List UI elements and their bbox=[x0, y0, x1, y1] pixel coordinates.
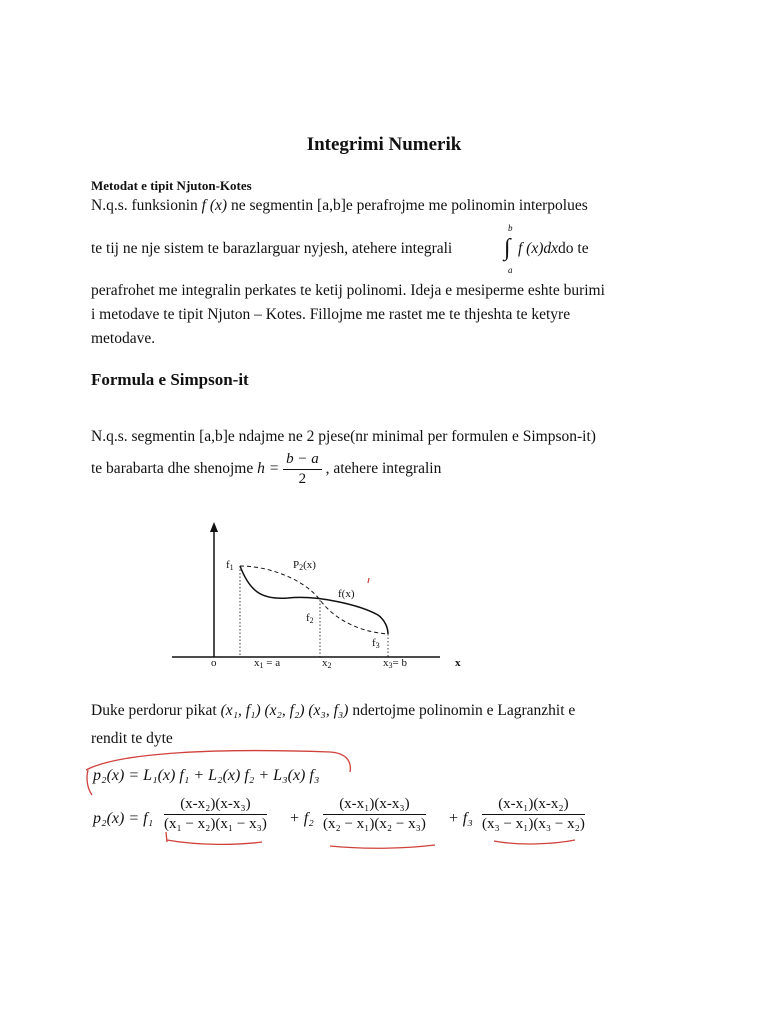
paragraph-line: N.q.s. funksionin f (x) ne segmentin [a,b]e perafrojme me polinomin interpolues bbox=[91, 197, 588, 214]
paragraph-line: te barabarta dhe shenojme h = $\frac{b - a}{2}$ , atehere integralin bbox=[91, 451, 442, 487]
section-heading-njuton-kotes: Metodat e tipit Njuton-Kotes bbox=[91, 178, 252, 193]
label-x3: $x_3= b$ bbox=[383, 657, 407, 670]
fraction-term-2: $\frac{\text{(x-x₁)(x-x₃)}}{\text{(x₂ − x₁)(x₂ − x₃)}}$ bbox=[323, 796, 426, 832]
step-fraction: $\frac{b - a}{2}$ bbox=[283, 451, 322, 488]
annotation-underline-2 bbox=[330, 845, 435, 848]
label-x1: $x_1 = a$ bbox=[254, 657, 281, 670]
label-p2: $P_2(x)$ bbox=[293, 559, 316, 572]
integral-sign: b ∫ a bbox=[504, 223, 513, 275]
interval-expression: [a,b] bbox=[317, 197, 346, 214]
annotation-tick-1 bbox=[166, 832, 167, 842]
page-title: Integrimi Numerik bbox=[306, 134, 462, 155]
paragraph-line: te tij ne nje sistem te barazlarguar nyjesh, atehere integrali bbox=[91, 240, 453, 257]
label-f3: $f_3$ bbox=[372, 637, 380, 650]
fraction-term-1: $\frac{\text{(x-x₂)(x-x₃)}}{\text{(x₁ − x₂)(x₁ − x₃)}}$ bbox=[164, 796, 267, 832]
paragraph-line: N.q.s. segmentin [a,b]e ndajme ne 2 pjese(nr minimal per formulen e Simpson-it) bbox=[91, 428, 596, 445]
paragraph-line: i metodave te tipit Njuton – Kotes. Fillojme me rastet me te thjeshta te ketyre bbox=[91, 306, 571, 323]
annotation-underline-3 bbox=[494, 840, 575, 844]
annotation-bracket-left bbox=[87, 770, 92, 795]
paragraph-line: Duke perdorur pikat (x₁, f₁) (x₂, f₂) (x₃, f₃) ndertojme polinomin e Lagranzhit e bbox=[91, 702, 576, 719]
label-f2: $f_2$ bbox=[306, 612, 314, 625]
label-x2: $x_2$ bbox=[322, 657, 332, 670]
annotation-arc-top bbox=[86, 751, 350, 772]
annotation-underline-1 bbox=[167, 840, 262, 844]
formula-plus-f2: + f₂ bbox=[289, 810, 314, 827]
interval-expression: [a,b] bbox=[199, 428, 228, 445]
points-expression: (x₁, f₁) (x₂, f₂) (x₃, f₃) bbox=[220, 702, 349, 719]
label-fx: f(x) bbox=[338, 588, 355, 600]
label-x-axis: x bbox=[455, 657, 461, 669]
formula-lhs: p₂(x) = f₁ bbox=[93, 810, 154, 827]
integrand: f (x)dxdo te bbox=[518, 240, 589, 257]
label-origin: o bbox=[211, 657, 217, 669]
section-heading-simpson: Formula e Simpson-it bbox=[91, 370, 249, 389]
label-f1: $f_1$ bbox=[226, 559, 234, 572]
lagrange-formula: p₂(x) = L₁(x) f₁ + L₂(x) f₂ + L₃(x) f₃ bbox=[93, 767, 320, 784]
fraction-term-3: $\frac{\text{(x-x₁)(x-x₂)}}{\text{(x₃ − x₁)(x₃ − x₂)}}$ bbox=[482, 796, 585, 832]
formula-plus-f3: + f₃ bbox=[448, 810, 473, 827]
paragraph-line: metodave. bbox=[91, 330, 156, 347]
paragraph-line: rendit te dyte bbox=[91, 730, 173, 747]
paragraph-line: perafrohet me integralin perkates te ketij polinomi. Ideja e mesiperme eshte burimi bbox=[91, 282, 605, 299]
function-expression: f (x) bbox=[201, 197, 228, 214]
